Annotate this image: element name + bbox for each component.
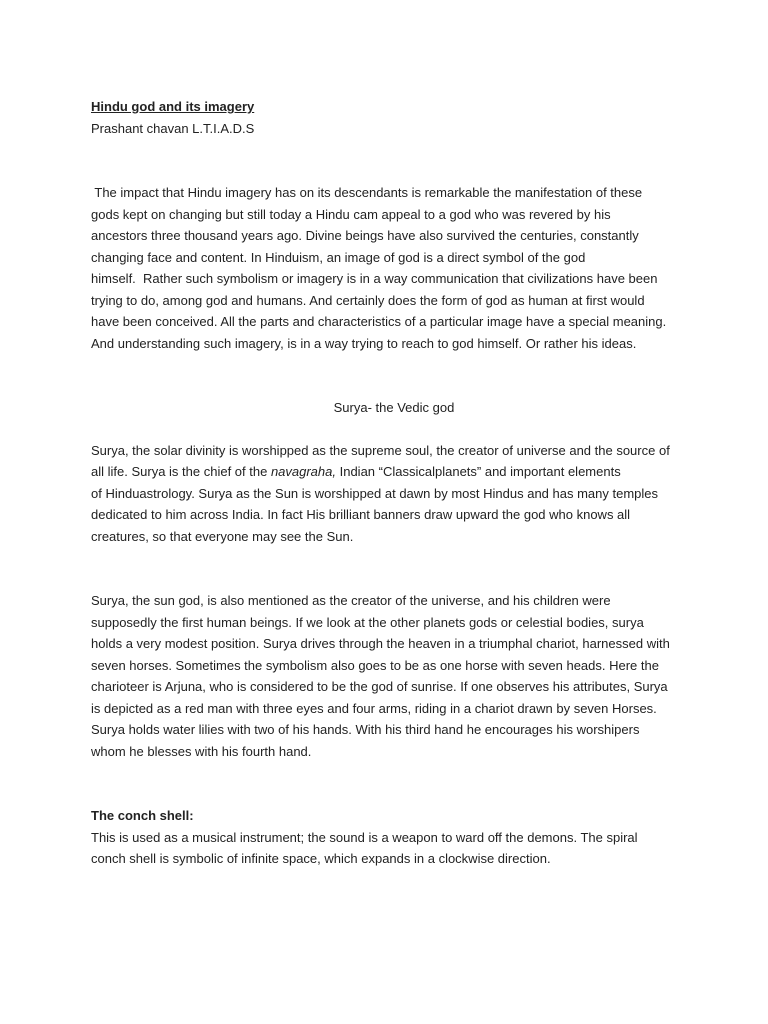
surya-paragraph-2	[91, 590, 691, 762]
surya-p1-line2-start: all life. Surya is the chief of the	[91, 464, 271, 479]
surya-p1-line	[91, 461, 691, 483]
intro-paragraph	[91, 182, 691, 354]
document-page	[91, 96, 691, 870]
intro-line: changing face and content. In Hinduism, an image of god is a direct symbol of the god	[91, 249, 586, 265]
surya-p1-line: creatures, so that everyone may see the Sun.	[91, 528, 354, 544]
conch-paragraph	[91, 827, 691, 870]
surya-p2-line: Surya holds water lilies with two of his hands. With his third hand he encourages his worshipers	[91, 722, 640, 737]
intro-line: himself. Rather such symbolism or imagery is in a way communication that civilizations have been	[91, 271, 658, 286]
intro-line: gods kept on changing but still today a Hindu cam appeal to a god who was revered by his	[91, 206, 611, 222]
surya-p2-line: supposedly the first human beings. If we look at the other planets gods or celestial bodies, surya	[91, 614, 644, 630]
intro-line: And understanding such imagery, is in a way trying to reach to god himself. Or rather his ideas.	[91, 335, 637, 351]
surya-heading: Surya- the Vedic god	[333, 400, 455, 415]
intro-line: have been conceived. All the parts and characteristics of a particular image have a special meaning.	[91, 314, 667, 329]
surya-paragraph-1	[91, 440, 691, 548]
document-title: Hindu god and its imagery	[91, 99, 255, 114]
surya-p1-line: Surya, the solar divinity is worshipped as the supreme soul, the creator of universe and the source of	[91, 442, 670, 458]
intro-line: trying to do, among god and humans. And certainly does the form of god as human at first would	[91, 292, 645, 308]
surya-p1-line: of Hinduastrology. Surya as the Sun is worshipped at dawn by most Hindus and has many temples	[91, 485, 659, 501]
conch-heading: The conch shell:	[91, 808, 194, 823]
surya-p1-line2-end: Indian “Classicalplanets” and important elements	[336, 464, 621, 479]
surya-p2-line: Surya, the sun god, is also mentioned as the creator of the universe, and his children were	[91, 593, 611, 608]
surya-p2-line: charioteer is Arjuna, who is considered to be the god of sunrise. If one observes his attributes, Surya	[91, 679, 668, 694]
surya-p2-line: whom he blesses with his fourth hand.	[91, 743, 312, 759]
surya-p2-line: seven horses. Sometimes the symbolism also goes to be as one horse with seven heads. Here the	[91, 657, 659, 673]
surya-p2-line: holds a very modest position. Surya drives through the heaven in a triumphal chariot, harnessed with	[91, 636, 670, 651]
intro-line: The impact that Hindu imagery has on its descendants is remarkable the manifestation of these	[91, 185, 643, 200]
surya-p1-line: dedicated to him across India. In fact His brilliant banners draw upward the god who knows all	[91, 507, 631, 522]
document-author: Prashant chavan L.T.I.A.D.S	[91, 120, 255, 136]
intro-line: ancestors three thousand years ago. Divine beings have also survived the centuries, constantly	[91, 228, 639, 243]
navagraha-term: navagraha,	[270, 464, 336, 479]
conch-line: This is used as a musical instrument; the sound is a weapon to ward off the demons. The spiral	[91, 829, 638, 845]
conch-line: conch shell is symbolic of infinite space, which expands in a clockwise direction.	[91, 851, 551, 866]
surya-p2-line: is depicted as a red man with three eyes and four arms, riding in a chariot drawn by seven Horses.	[91, 700, 657, 716]
